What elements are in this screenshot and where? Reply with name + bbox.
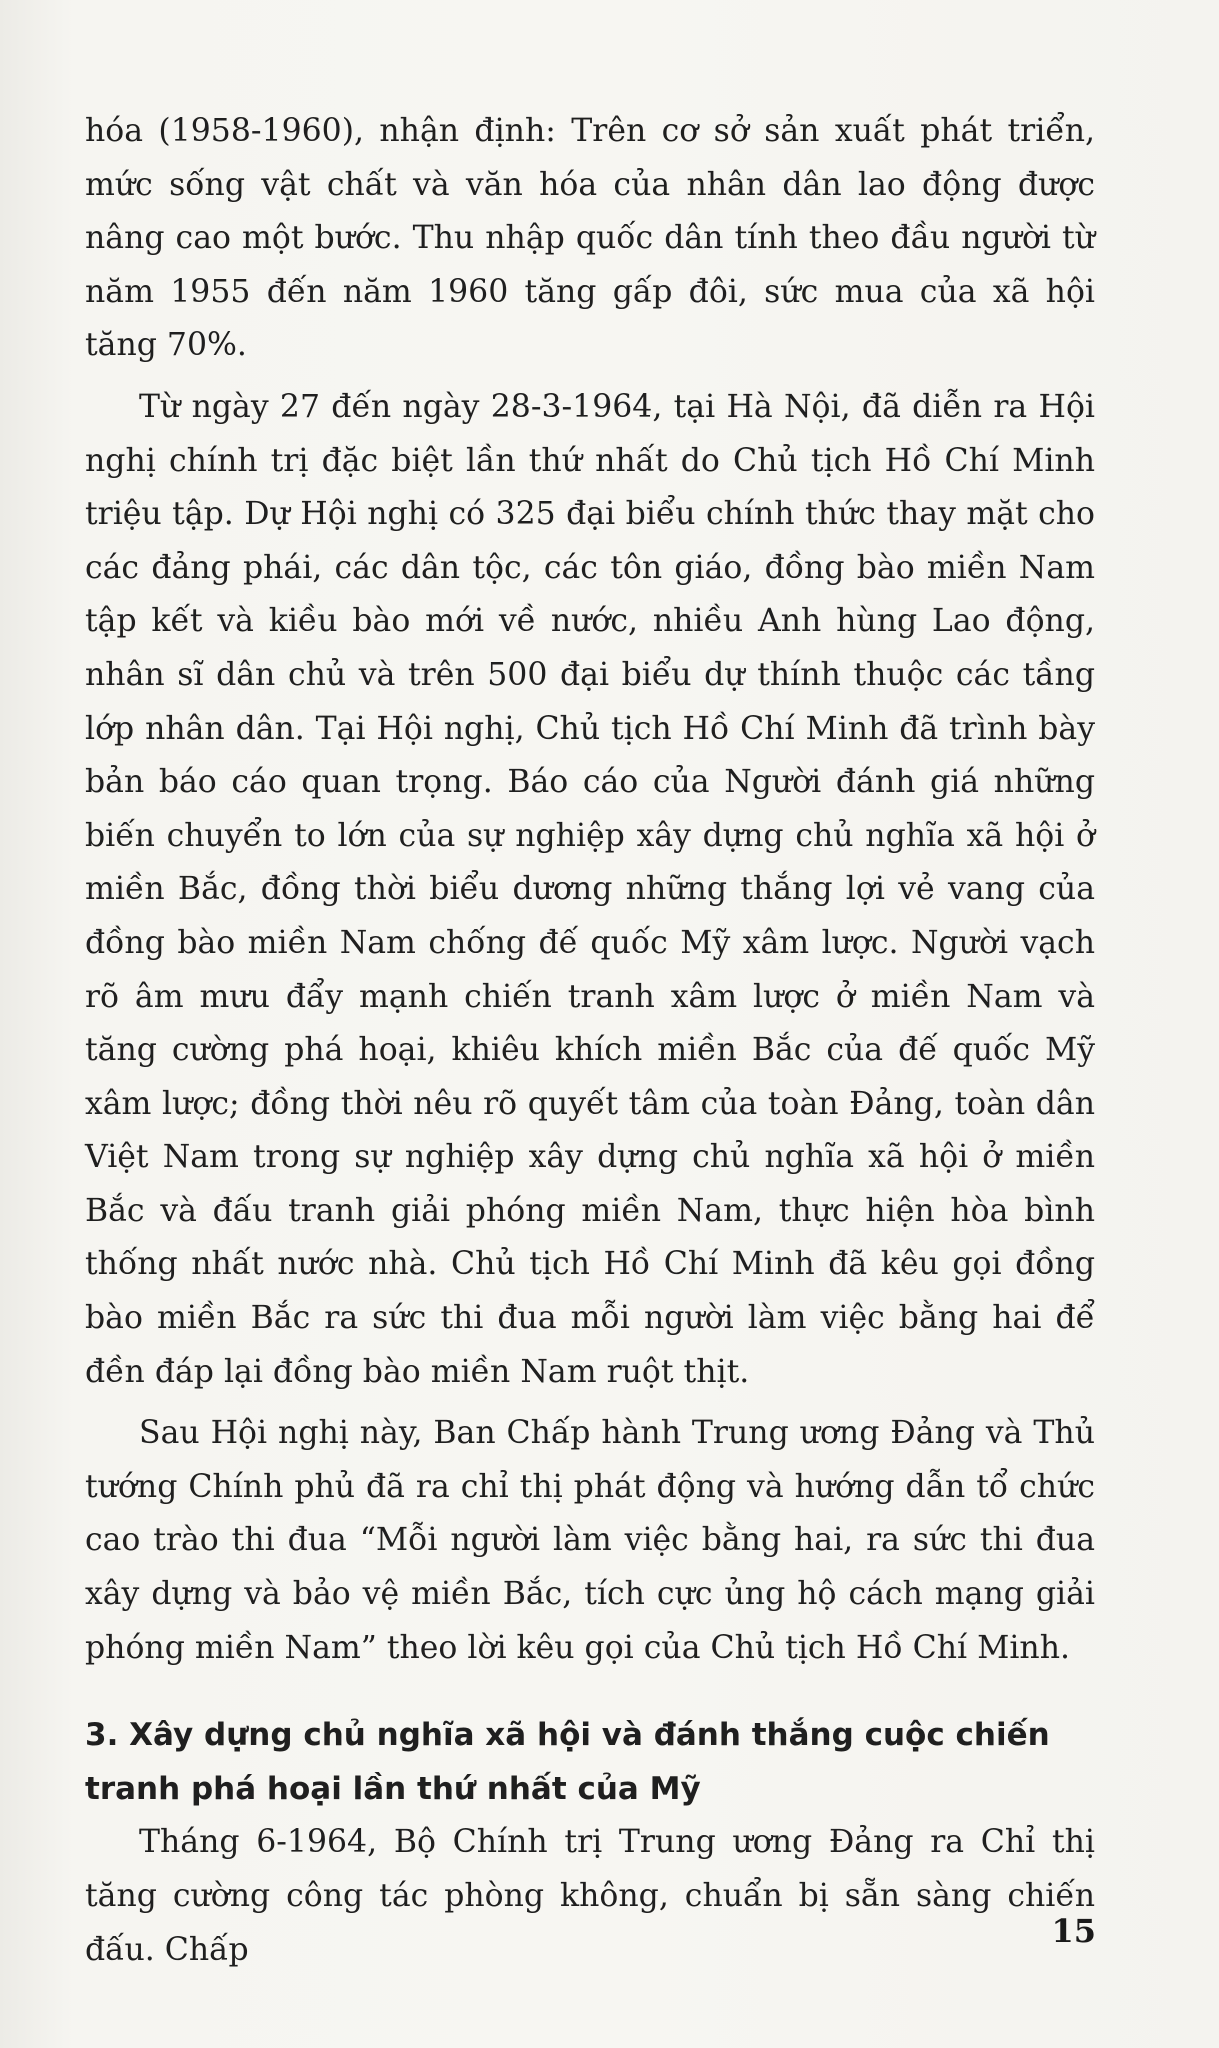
page-number: 15 <box>1051 1912 1096 1950</box>
section-heading: 3. Xây dựng chủ nghĩa xã hội và đánh thắng cuộc chiến tranh phá hoại lần thứ nhất của Mỹ <box>85 1717 1050 1807</box>
paragraph-political-conference: Từ ngày 27 đến ngày 28-3-1964, tại Hà Nội, đã diễn ra Hội nghị chính trị đặc biệt lần thứ nhất do Chủ tịch Hồ Chí Minh triệu tập. Dự Hội nghị có 325 đại biểu chính thức thay mặt cho các đảng phái, các dân tộc, các tôn giáo, đồng bào miền Nam tập kết và kiều bào mới về nước, nhiều Anh hùng Lao động, nhân sĩ dân chủ và trên 500 đại biểu dự thính thuộc các tầng lớp nhân dân. Tại Hội nghị, Chủ tịch Hồ Chí Minh đã trình bày bản báo cáo quan trọng. Báo cáo của Người đánh giá những biến chuyển to lớn của sự nghiệp xây dựng chủ nghĩa xã hội ở miền Bắc, đồng thời biểu dương những thắng lợi vẻ vang của đồng bào miền Nam chống đế quốc Mỹ xâm lược. Người vạch rõ âm mưu đẩy mạnh chiến tranh xâm lược ở miền Nam và tăng cường phá hoại, khiêu khích miền Bắc của đế quốc Mỹ xâm lược; đồng thời nêu rõ quyết tâm của toàn Đảng, toàn dân Việt Nam trong sự nghiệp xây dựng chủ nghĩa xã hội ở miền Bắc và đấu tranh giải phóng miền Nam, thực hiện hòa bình thống nhất nước nhà. Chủ tịch Hồ Chí Minh đã kêu gọi đồng bào miền Bắc ra sức thi đua mỗi người làm việc bằng hai để đền đáp lại đồng bào miền Nam ruột thịt. <box>85 388 1095 1390</box>
paragraph-emulation-movement: Sau Hội nghị này, Ban Chấp hành Trung ương Đảng và Thủ tướng Chính phủ đã ra chỉ thị phát động và hướng dẫn tổ chức cao trào thi đua “Mỗi người làm việc bằng hai, ra sức thi đua xây dựng và bảo vệ miền Bắc, tích cực ủng hộ cách mạng giải phóng miền Nam” theo lời kêu gọi của Chủ tịch Hồ Chí Minh. <box>85 1415 1095 1666</box>
paragraph-section-start: Tháng 6-1964, Bộ Chính trị Trung ương Đảng ra Chỉ thị tăng cường công tác phòng không, chuẩn bị sẵn sàng chiến đấu. Chấp <box>85 1824 1095 1968</box>
page-body <box>85 105 1095 1977</box>
paragraph-continuation: hóa (1958-1960), nhận định: Trên cơ sở sản xuất phát triển, mức sống vật chất và văn hóa của nhân dân lao động được nâng cao một bước. Thu nhập quốc dân tính theo đầu người từ năm 1955 đến năm 1960 tăng gấp đôi, sức mua của xã hội tăng 70%. <box>85 113 1095 364</box>
